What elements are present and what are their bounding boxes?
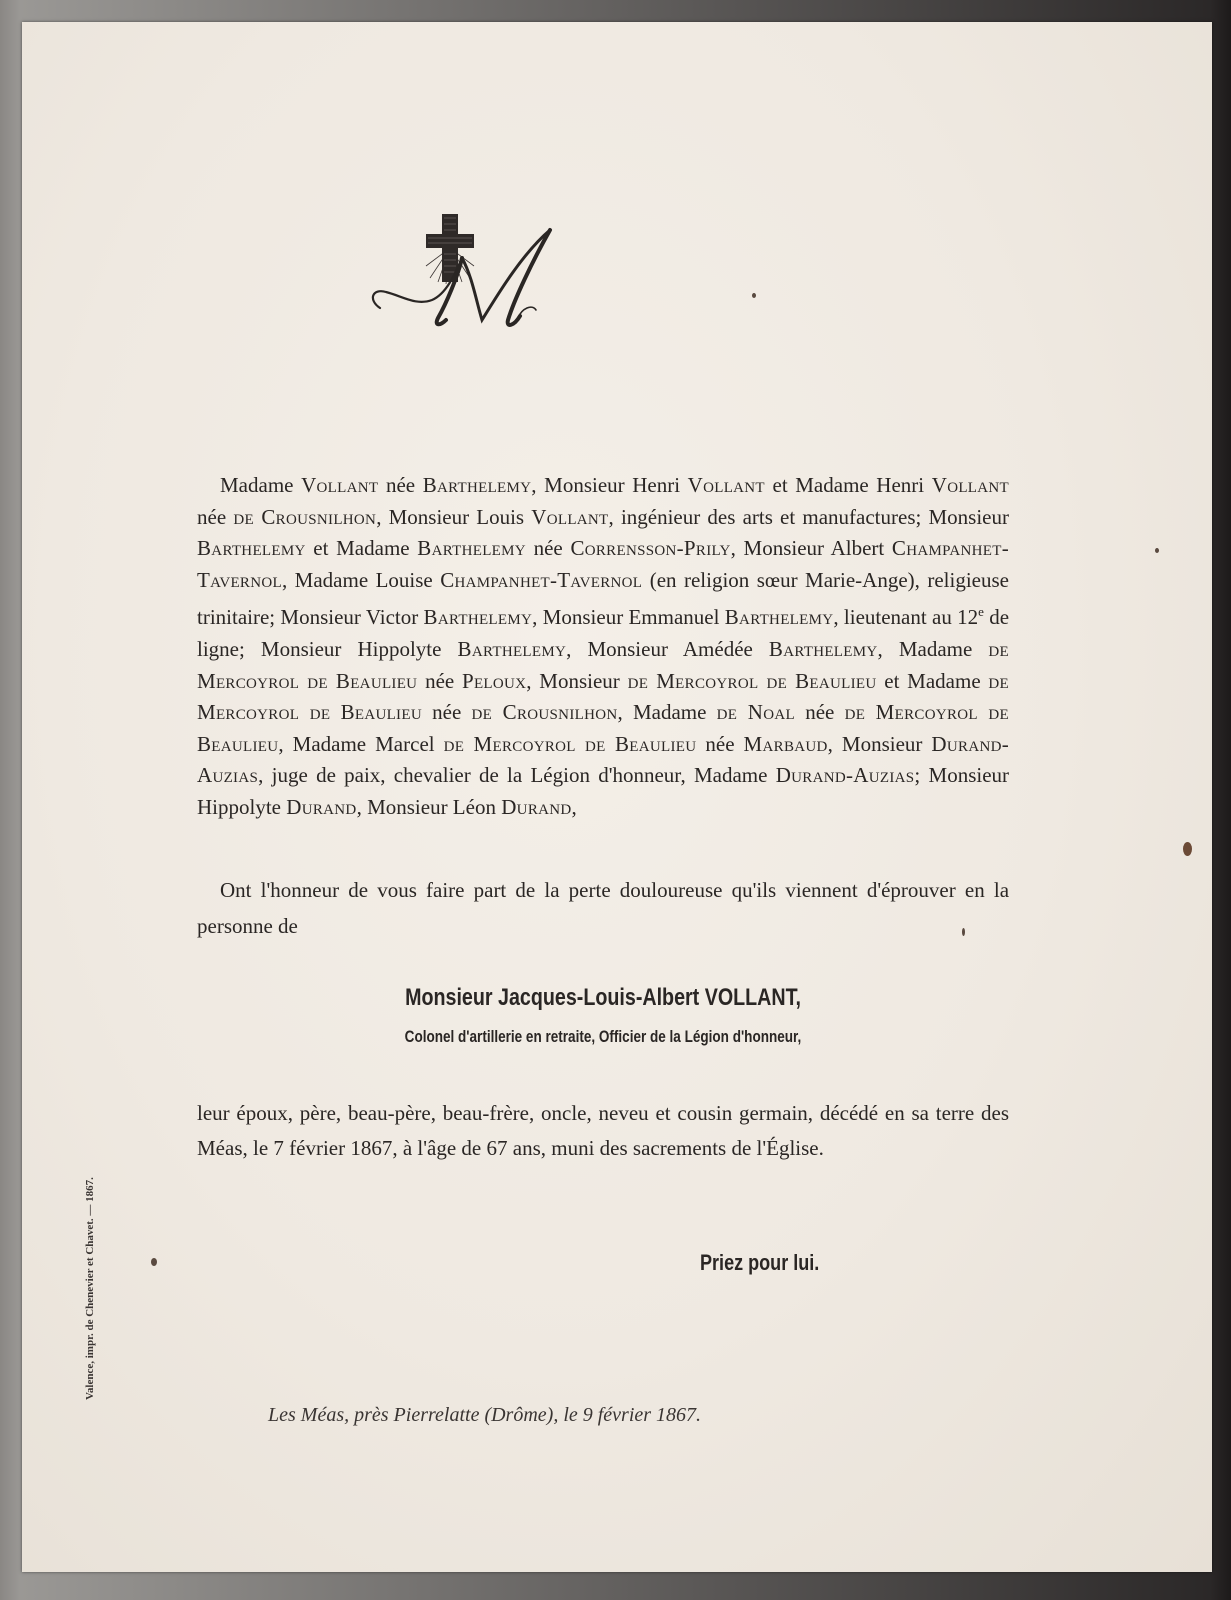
monogram: [358, 196, 568, 346]
family-text: née: [794, 700, 845, 725]
family-surname: Barthelemy: [724, 605, 834, 630]
family-text: Monsieur Albert: [743, 536, 892, 561]
family-text: Madame: [220, 473, 302, 497]
family-surname: Barthelemy: [457, 636, 567, 661]
cross-icon: [426, 214, 474, 284]
family-surname: Barthelemy: [423, 605, 533, 630]
announcement-line-2: d'éprouver en la personne de: [197, 878, 1010, 938]
family-text: ,: [278, 731, 293, 756]
family-text: née: [197, 504, 234, 529]
family-text: Monsieur Hippolyte: [197, 763, 1010, 819]
family-text: , Monsieur Louis: [376, 504, 532, 529]
family-text: Monsieur Emmanuel: [542, 605, 725, 630]
family-surname: de Mercoyrol de Beaulieu: [627, 668, 877, 693]
family-text: et Madame Henri: [764, 473, 932, 497]
family-surname: de Crousnilhon: [233, 504, 377, 529]
family-text: juge de paix, chevalier de la Légion d'honneur, Madame: [271, 763, 776, 788]
paper-speck: [962, 928, 965, 936]
family-text: née: [425, 668, 462, 693]
family-surname: Barthelemy: [768, 636, 878, 661]
place-and-date: Les Méas, près Pierrelatte (Drôme), le 9 février 1867.: [268, 1404, 702, 1426]
family-surname: Durand-Auzias: [775, 763, 915, 788]
paper-speck: [1183, 842, 1192, 856]
family-text: ,: [571, 794, 577, 819]
family-surname: de Mercoyrol de: [197, 668, 1010, 725]
family-surname: Marbaud: [743, 731, 828, 756]
relation-line-2: décédé en sa terre des Méas, le 7 février 1867, à l'âge de 67 ans, muni des: [197, 1101, 1009, 1160]
paper-speck: [1155, 548, 1159, 553]
family-text: [417, 669, 425, 693]
family-list: [197, 470, 1009, 824]
family-text: , Monsieur: [827, 731, 932, 756]
printer-imprint: Valence, impr. de Chenevier et Chavet. — 1867.: [84, 1177, 96, 1400]
family-text: , Monsieur Amédée: [566, 636, 769, 661]
family-surname: de Mercoyrol de Beaulieu: [197, 636, 1009, 693]
family-text: , Madame: [877, 636, 989, 661]
family-text: e: [978, 604, 984, 620]
family-surname: Champanhet-Tavernol: [197, 536, 1009, 592]
family-text: Madame Marcel: [292, 731, 444, 756]
deceased-name: Monsieur Jacques-Louis-Albert VOLLANT,: [405, 984, 801, 1011]
deceased-titles: Colonel d'artillerie en retraite, Officier de la Légion d'honneur,: [404, 1028, 802, 1046]
family-text: et Madame: [876, 668, 989, 693]
family-surname: Beaulieu: [340, 700, 422, 725]
family-text: née: [421, 700, 472, 725]
family-surname: Barthelemy: [197, 536, 306, 561]
family-text: , Monsieur: [526, 668, 628, 693]
family-surname: Vollant: [301, 473, 379, 497]
family-surname: Peloux: [461, 668, 527, 693]
family-text: , Monsieur Henri: [531, 473, 688, 497]
family-surname: de Mercoyrol de Beaulieu: [443, 731, 697, 756]
family-text: , lieutenant au 12: [833, 605, 979, 630]
family-text: ,: [532, 605, 543, 630]
family-list-paragraph: [197, 470, 1009, 824]
prayer-line: Priez pour lui.: [700, 1250, 820, 1275]
family-text: et Madame: [305, 536, 418, 561]
family-surname: Vollant: [531, 504, 609, 529]
family-surname: Durand: [501, 794, 572, 819]
paper-speck: [151, 1258, 157, 1266]
family-surname: de Mercoyrol de Beaulieu: [197, 700, 1010, 756]
family-text: [330, 700, 340, 724]
relation-line-3: sacrements de l'Église.: [632, 1136, 824, 1160]
family-text: , ingénieur des arts et: [608, 504, 803, 529]
family-surname: Barthelemy: [417, 536, 526, 561]
family-surname: de Noal: [716, 700, 795, 725]
family-text: , Madame Louise: [281, 567, 441, 592]
family-text: née: [525, 536, 571, 561]
family-text: ,: [258, 763, 272, 788]
family-text: manufactures; Monsieur: [802, 504, 1009, 529]
family-text: ;: [914, 763, 929, 788]
family-surname: Durand: [286, 794, 357, 819]
family-surname: Barthelemy: [422, 473, 532, 497]
family-surname: Champanhet-Tavernol: [440, 567, 643, 592]
family-surname: Durand-Auzias: [197, 731, 1010, 788]
family-surname: Corrensson-Prily: [570, 536, 731, 561]
relation-paragraph: [197, 1096, 1009, 1166]
announcement-line-1: Ont l'honneur de vous faire part de la perte douloureuse qu'ils viennent: [220, 878, 858, 902]
family-text: , Madame: [617, 700, 717, 725]
family-text: , Monsieur Léon: [356, 794, 502, 819]
family-text: de ligne; Monsieur Hippolyte: [197, 605, 1010, 661]
relation-line-1: leur époux, père, beau-père, beau-frère, oncle, neveu et cousin germain,: [197, 1101, 814, 1125]
family-text: religion sœur Marie-Ange), religieuse trinitaire; Monsieur Victor: [197, 567, 1009, 630]
family-surname: Vollant: [931, 473, 1009, 497]
family-surname: de Crousnilhon: [471, 700, 618, 725]
family-text: née: [378, 473, 423, 497]
family-text: née: [696, 731, 744, 756]
paper-speck: [752, 293, 756, 298]
family-text: (en: [642, 567, 684, 592]
family-text: ,: [730, 536, 744, 561]
family-surname: Vollant: [687, 473, 765, 497]
announcement: [197, 872, 1009, 944]
